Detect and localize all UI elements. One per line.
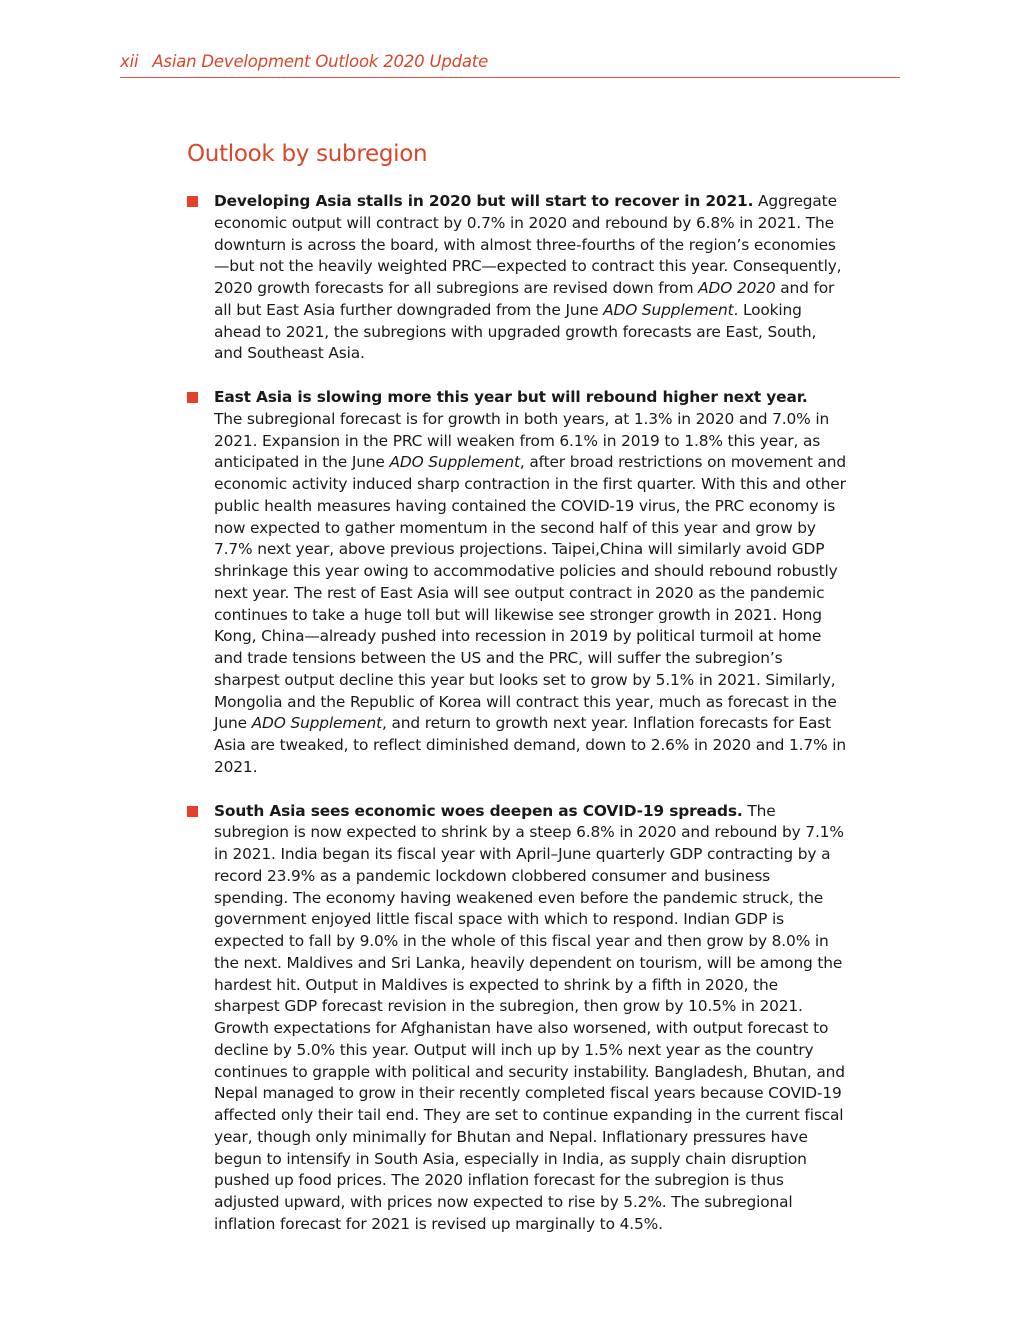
bullet-text [214, 387, 847, 779]
bullet-developing-asia [187, 191, 847, 365]
square-bullet-icon [187, 196, 198, 207]
bullet-east-asia [187, 387, 847, 779]
publication-reference: ADO Supplement [389, 453, 520, 472]
bullet-body-text: The subregional forecast is for growth in both years, at 1.3% in 2020 and 7.0% in 2021. Expansion in the PRC will weaken from 6.1% in 2019 to 1.8% this year, as anticipated in the June [214, 409, 830, 472]
square-bullet-icon [187, 392, 198, 403]
bullet-lead: South Asia sees economic woes deepen as COVID-19 spreads. [214, 801, 743, 820]
bullet-body-text: . Looking ahead to 2021, the subregions with upgraded growth forecasts are East, South, and Southeast Asia. [214, 300, 817, 363]
bullet-south-asia [187, 801, 847, 1236]
bullet-lead: Developing Asia stalls in 2020 but will start to recover in 2021. [214, 192, 754, 210]
publication-reference: ADO 2020 [698, 279, 776, 297]
bullet-list [187, 191, 847, 1258]
bullet-body-text: , after broad restrictions on movement and economic activity induced sharp contraction in the first quarter. With this and other public health measures having contained the COVID-19 virus, the PRC economy is now expected to gather momentum in the second half of this year and grow by 7.7% next year, above previous projections. Taipei,China will similarly avoid GDP shrinkage this year owing to accommodative policies and should rebound robustly next year. The rest of East Asia will see output contract in 2020 as the pandemic continues to take a huge toll but will likewise see stronger growth in 2021. Hong Kong, China—already pushed into recession in 2019 by political turmoil at home and trade tensions between the US and the PRC, will suffer the subregion’s sharpest output decline this year but looks set to grow by 5.1% in 2021. Similarly, Mongolia and the Republic of Korea will contract this year, much as forecast in the June [214, 453, 846, 733]
page-number: xii [120, 52, 139, 71]
bullet-text [214, 801, 847, 1236]
publication-title: Asian Development Outlook 2020 Update [152, 52, 489, 71]
square-bullet-icon [187, 806, 198, 817]
section-title: Outlook by subregion [187, 141, 428, 167]
bullet-lead: East Asia is slowing more this year but will rebound higher next year. [214, 388, 808, 406]
bullet-body-text: Aggregate economic output will contract by 0.7% in 2020 and rebound by 6.8% in 2021. The downturn is across the board, with almost three-fourths of the region’s economies—but not the heavily weighted PRC—expected to contract this year. Consequently, 2020 growth forecasts for all subregions are revised down from [214, 192, 842, 297]
bullet-body-text: The subregion is now expected to shrink by a steep 6.8% in 2020 and rebound by 7.1% in 2021. India began its fiscal year with April–June quarterly GDP contracting by a record 23.9% as a pandemic lockdown clobbered consumer and business spending. The economy having weakened even before the pandemic struck, the government enjoyed little fiscal space with which to respond. Indian GDP is expected to fall by 9.0% in the whole of this fiscal year and then grow by 8.0% in the next. Maldives and Sri Lanka, heavily dependent on tourism, will be among the hardest hit. Output in Maldives is expected to shrink by a fifth in 2020, the sharpest GDP forecast revision in the subregion, then grow by 10.5% in 2021. Growth expectations for Afghanistan have also worsened, with output forecast to decline by 5.0% this year. Output will inch up by 1.5% next year as the country continues to grapple with political and security instability. Bangladesh, Bhutan, and Nepal managed to grow in their recently completed fiscal years because COVID-19 affected only their tail end. They are set to continue expanding in the current fiscal year, though only minimally for Bhutan and Nepal. Inflationary pressures have begun to intensify in South Asia, especially in India, as supply chain disruption pushed up food prices. The 2020 inflation forecast for the subregion is thus adjusted upward, with prices now expected to rise by 5.2%. The subregional inflation forecast for 2021 is revised up marginally to 4.5%. [214, 801, 845, 1233]
bullet-body-text: and for all but East Asia further downgraded from the June [214, 279, 835, 319]
publication-reference: ADO Supplement [603, 300, 734, 319]
bullet-text [214, 191, 847, 365]
bullet-body-text: , and return to growth next year. Inflation forecasts for East Asia are tweaked, to reflect diminished demand, down to 2.6% in 2020 and 1.7% in 2021. [214, 714, 847, 776]
publication-reference: ADO Supplement [251, 714, 383, 733]
running-header [120, 52, 900, 78]
